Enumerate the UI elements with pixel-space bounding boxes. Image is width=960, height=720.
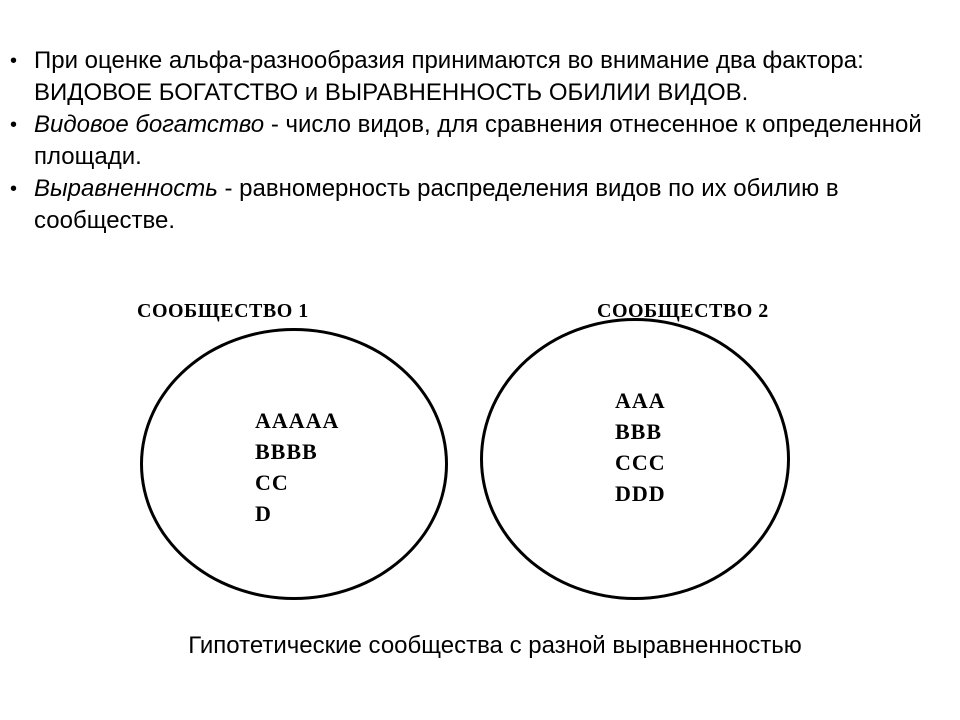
community-2-species-list [615, 385, 666, 509]
bullet-term: Выравненность [34, 175, 218, 202]
species-row: DDD [615, 481, 666, 506]
community-1-species-list [255, 405, 339, 529]
bullet-alpha-diversity [10, 45, 940, 109]
bullet-dot-icon: • [10, 178, 18, 200]
species-row: BBBB [255, 439, 318, 464]
species-row: BBB [615, 419, 663, 444]
figure-caption: Гипотетические сообщества с разной выравненностью [188, 632, 802, 659]
species-row: AAAAA [255, 408, 340, 433]
bullet-text: - число видов, для сравнения отнесенное к определенной площади. [34, 111, 922, 170]
bullet-term: Видовое богатство [34, 111, 265, 138]
bullet-dot-icon: • [10, 50, 18, 72]
species-row: D [255, 501, 272, 526]
bullet-dot-icon: • [10, 114, 18, 136]
bullet-list [10, 45, 940, 237]
bullet-species-richness [10, 109, 940, 173]
community-2-title: СООБЩЕСТВО 2 [597, 300, 769, 322]
species-row: CCC [615, 450, 666, 475]
species-row: AAA [615, 388, 666, 413]
bullet-evenness [10, 173, 940, 237]
bullet-text: При оценке альфа-разнообразия принимаются во внимание два фактора: ВИДОВОЕ БОГАТСТВО и ВЫРАВНЕННОСТЬ ОБИЛИИ ВИДОВ. [34, 47, 864, 106]
species-row: CC [255, 470, 289, 495]
community-1-title: СООБЩЕСТВО 1 [137, 300, 309, 322]
bullet-text: - равномерность распределения видов по их обилию в сообществе. [34, 175, 839, 234]
